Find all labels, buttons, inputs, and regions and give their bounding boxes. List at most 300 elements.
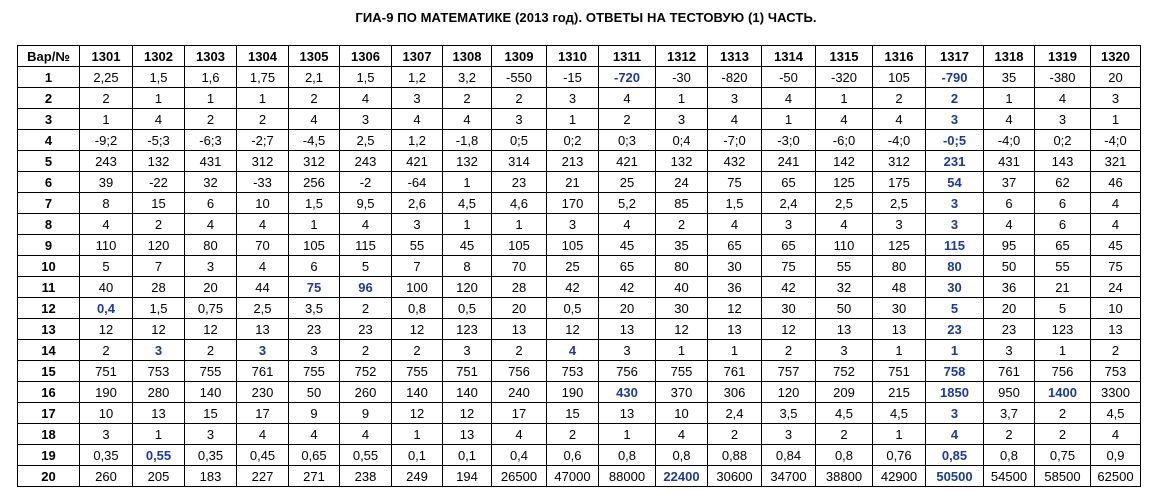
answer-cell: 28 <box>492 277 547 298</box>
answer-cell: 1 <box>816 88 873 109</box>
answer-cell: 761 <box>984 361 1035 382</box>
answer-cell: 65 <box>599 256 656 277</box>
answer-cell: 2 <box>237 109 289 130</box>
answer-cell: 752 <box>340 361 392 382</box>
task-number: 4 <box>18 130 80 151</box>
answer-cell: 4 <box>80 214 133 235</box>
answer-cell: 260 <box>340 382 392 403</box>
answer-cell: -720 <box>599 67 656 88</box>
answer-cell: 132 <box>133 151 185 172</box>
answer-cell: 2,5 <box>340 130 392 151</box>
answer-cell: 37 <box>984 172 1035 193</box>
answer-cell: 40 <box>80 277 133 298</box>
answer-cell: 2,5 <box>816 193 873 214</box>
answer-cell: 0,4 <box>492 445 547 466</box>
answer-cell: 2 <box>392 340 443 361</box>
variant-header: 1309 <box>492 46 547 67</box>
answer-cell: 142 <box>816 151 873 172</box>
answer-cell: 1,5 <box>708 193 762 214</box>
answer-cell: 2 <box>80 340 133 361</box>
table-row <box>18 445 1141 466</box>
answer-cell: 115 <box>340 235 392 256</box>
answer-cell: 9 <box>340 403 392 424</box>
answer-cell: 2 <box>984 424 1035 445</box>
answer-cell: 105 <box>492 235 547 256</box>
answer-cell: -50 <box>762 67 816 88</box>
answer-cell: 10 <box>656 403 708 424</box>
answer-cell: 54 <box>926 172 984 193</box>
answer-cell: 1 <box>708 340 762 361</box>
answer-cell: 3 <box>237 340 289 361</box>
answer-cell: 80 <box>873 256 926 277</box>
variant-header: 1318 <box>984 46 1035 67</box>
answer-cell: 28 <box>133 277 185 298</box>
answer-cell: -64 <box>392 172 443 193</box>
answer-cell: 2 <box>599 109 656 130</box>
task-number: 19 <box>18 445 80 466</box>
answer-cell: 42 <box>762 277 816 298</box>
answer-cell: 3,5 <box>289 298 340 319</box>
task-number: 9 <box>18 235 80 256</box>
answer-cell: 1 <box>873 424 926 445</box>
answer-cell: 4 <box>392 109 443 130</box>
answer-cell: 4 <box>926 424 984 445</box>
answer-cell: 0,5 <box>443 298 492 319</box>
answer-cell: 23 <box>984 319 1035 340</box>
answer-cell: 100 <box>392 277 443 298</box>
answer-cell: 312 <box>237 151 289 172</box>
variant-header: 1301 <box>80 46 133 67</box>
answer-cell: 1 <box>443 214 492 235</box>
answer-cell: 25 <box>547 256 599 277</box>
answer-cell: 421 <box>599 151 656 172</box>
answer-cell: 1,5 <box>340 67 392 88</box>
answer-cell: 4 <box>1091 424 1141 445</box>
answer-cell: 0,8 <box>392 298 443 319</box>
answer-cell: 13 <box>1091 319 1141 340</box>
answer-cell: 20 <box>185 277 237 298</box>
answer-cell: 205 <box>133 466 185 487</box>
answer-cell: 2 <box>340 340 392 361</box>
answer-cell: 5,2 <box>599 193 656 214</box>
answer-cell: 80 <box>185 235 237 256</box>
answer-cell: 2 <box>185 109 237 130</box>
answer-cell: 1,2 <box>392 67 443 88</box>
answer-cell: 1,5 <box>133 298 185 319</box>
answer-cell: 241 <box>762 151 816 172</box>
answer-cell: 4 <box>984 214 1035 235</box>
answer-cell: 1,75 <box>237 67 289 88</box>
answer-cell: 3 <box>392 88 443 109</box>
task-number: 8 <box>18 214 80 235</box>
answer-cell: 85 <box>656 193 708 214</box>
table-row <box>18 67 1141 88</box>
answer-cell: 1 <box>392 424 443 445</box>
answer-cell: 751 <box>443 361 492 382</box>
answer-cell: 1,2 <box>392 130 443 151</box>
answer-cell: 1 <box>984 88 1035 109</box>
answer-cell: 1 <box>926 340 984 361</box>
answer-cell: 757 <box>762 361 816 382</box>
answer-cell: 2 <box>708 424 762 445</box>
answer-cell: 55 <box>392 235 443 256</box>
answer-cell: 120 <box>133 235 185 256</box>
answer-cell: 30 <box>926 277 984 298</box>
answer-cell: 4 <box>237 424 289 445</box>
answer-cell: 209 <box>816 382 873 403</box>
task-number: 6 <box>18 172 80 193</box>
task-number: 2 <box>18 88 80 109</box>
answer-cell: -33 <box>237 172 289 193</box>
answer-cell: 1 <box>289 214 340 235</box>
answer-cell: 15 <box>185 403 237 424</box>
answer-cell: 17 <box>237 403 289 424</box>
answer-cell: 752 <box>816 361 873 382</box>
answer-cell: 34700 <box>762 466 816 487</box>
answer-cell: 120 <box>443 277 492 298</box>
answer-cell: 280 <box>133 382 185 403</box>
answer-cell: 3,2 <box>443 67 492 88</box>
answer-cell: 30 <box>762 298 816 319</box>
answer-cell: 20 <box>599 298 656 319</box>
variant-header: 1313 <box>708 46 762 67</box>
answer-cell: 4 <box>492 424 547 445</box>
answer-cell: 306 <box>708 382 762 403</box>
answer-cell: 12 <box>656 319 708 340</box>
answer-cell: 4 <box>133 109 185 130</box>
task-number: 3 <box>18 109 80 130</box>
answer-cell: 2 <box>656 214 708 235</box>
task-number: 20 <box>18 466 80 487</box>
answer-cell: 2,6 <box>392 193 443 214</box>
answer-cell: 12 <box>392 403 443 424</box>
answer-cell: 213 <box>547 151 599 172</box>
answer-cell: 115 <box>926 235 984 256</box>
answer-cell: 4 <box>708 109 762 130</box>
table-row <box>18 340 1141 361</box>
answer-cell: 42900 <box>873 466 926 487</box>
answer-cell: 21 <box>1035 277 1091 298</box>
answer-cell: 432 <box>708 151 762 172</box>
answer-cell: 42 <box>599 277 656 298</box>
answer-cell: 7 <box>392 256 443 277</box>
answer-cell: 0,55 <box>340 445 392 466</box>
answer-cell: 0,8 <box>656 445 708 466</box>
answer-cell: -15 <box>547 67 599 88</box>
answer-cell: 1400 <box>1035 382 1091 403</box>
answer-cell: 95 <box>984 235 1035 256</box>
answer-cell: 25 <box>599 172 656 193</box>
answer-cell: 55 <box>1035 256 1091 277</box>
variant-header: 1302 <box>133 46 185 67</box>
answer-cell: 45 <box>443 235 492 256</box>
answer-cell: 256 <box>289 172 340 193</box>
answer-cell: 4 <box>1035 88 1091 109</box>
answer-cell: 249 <box>392 466 443 487</box>
answer-cell: 2 <box>443 88 492 109</box>
answer-cell: 4 <box>816 109 873 130</box>
answer-cell: 0;2 <box>547 130 599 151</box>
answer-cell: -790 <box>926 67 984 88</box>
answer-cell: 761 <box>237 361 289 382</box>
task-number: 7 <box>18 193 80 214</box>
answer-cell: 0,45 <box>237 445 289 466</box>
answer-cell: 13 <box>133 403 185 424</box>
answer-cell: 13 <box>443 424 492 445</box>
answer-cell: 2 <box>492 88 547 109</box>
answer-cell: 140 <box>443 382 492 403</box>
variant-header: 1312 <box>656 46 708 67</box>
answer-cell: -30 <box>656 67 708 88</box>
answer-cell: 44 <box>237 277 289 298</box>
answer-cell: 0,85 <box>926 445 984 466</box>
answer-cell: 0,35 <box>185 445 237 466</box>
answer-cell: 751 <box>873 361 926 382</box>
answer-cell: 13 <box>708 319 762 340</box>
answer-cell: 0,55 <box>133 445 185 466</box>
answer-cell: 3 <box>984 340 1035 361</box>
answer-cell: 312 <box>289 151 340 172</box>
answer-cell: 2 <box>1035 424 1091 445</box>
answer-cell: 1 <box>1091 109 1141 130</box>
answer-cell: 751 <box>80 361 133 382</box>
task-number: 11 <box>18 277 80 298</box>
answer-cell: 4 <box>185 214 237 235</box>
table-row <box>18 319 1141 340</box>
answer-cell: 46 <box>1091 172 1141 193</box>
answer-cell: 120 <box>762 382 816 403</box>
answer-cell: 756 <box>492 361 547 382</box>
table-row <box>18 109 1141 130</box>
answer-cell: 3 <box>816 340 873 361</box>
answer-cell: 9 <box>289 403 340 424</box>
answer-cell: 0,1 <box>443 445 492 466</box>
answer-cell: 2 <box>873 88 926 109</box>
answer-cell: 1,6 <box>185 67 237 88</box>
table-body <box>18 67 1141 487</box>
task-number: 10 <box>18 256 80 277</box>
answer-cell: 4 <box>599 88 656 109</box>
answer-cell: 0,4 <box>80 298 133 319</box>
answer-cell: 3 <box>656 109 708 130</box>
answer-cell: 4 <box>873 109 926 130</box>
answer-cell: -5;3 <box>133 130 185 151</box>
answer-cell: 12 <box>762 319 816 340</box>
table-row <box>18 235 1141 256</box>
answer-cell: 6 <box>1035 214 1091 235</box>
answer-cell: 20 <box>492 298 547 319</box>
answer-cell: 2,1 <box>289 67 340 88</box>
answer-cell: 1 <box>762 109 816 130</box>
answer-cell: 0,88 <box>708 445 762 466</box>
answer-cell: 110 <box>80 235 133 256</box>
answer-cell: 65 <box>708 235 762 256</box>
answer-cell: 70 <box>237 235 289 256</box>
answer-cell: 132 <box>443 151 492 172</box>
answer-cell: -820 <box>708 67 762 88</box>
answer-cell: 0,75 <box>185 298 237 319</box>
answer-cell: 17 <box>492 403 547 424</box>
answer-cell: 2 <box>926 88 984 109</box>
answer-cell: 1 <box>80 109 133 130</box>
table-row <box>18 361 1141 382</box>
answer-cell: 132 <box>656 151 708 172</box>
page-title: ГИА-9 ПО МАТЕМАТИКЕ (2013 год). ОТВЕТЫ НА ТЕСТОВУЮ (1) ЧАСТЬ. <box>355 10 817 25</box>
answer-cell: 15 <box>547 403 599 424</box>
answer-cell: 2,5 <box>237 298 289 319</box>
answer-cell: 3 <box>340 109 392 130</box>
answer-cell: 3 <box>1091 88 1141 109</box>
answer-cell: 1 <box>599 424 656 445</box>
answer-cell: 230 <box>237 382 289 403</box>
answer-cell: 0;5 <box>492 130 547 151</box>
answer-cell: 243 <box>340 151 392 172</box>
answer-cell: 1850 <box>926 382 984 403</box>
answer-cell: 950 <box>984 382 1035 403</box>
answer-cell: 215 <box>873 382 926 403</box>
variant-header: 1319 <box>1035 46 1091 67</box>
answer-cell: 6 <box>185 193 237 214</box>
answer-cell: -4,5 <box>289 130 340 151</box>
answer-cell: 260 <box>80 466 133 487</box>
answer-cell: 140 <box>392 382 443 403</box>
answer-cell: 3 <box>443 340 492 361</box>
answer-cell: 430 <box>599 382 656 403</box>
variant-header: 1304 <box>237 46 289 67</box>
answer-cell: 58500 <box>1035 466 1091 487</box>
answer-cell: 4 <box>1091 193 1141 214</box>
answer-cell: 24 <box>1091 277 1141 298</box>
answer-cell: 0,76 <box>873 445 926 466</box>
answer-cell: 4,6 <box>492 193 547 214</box>
answer-cell: 12 <box>443 403 492 424</box>
table-row <box>18 277 1141 298</box>
answer-cell: -9;2 <box>80 130 133 151</box>
answer-cell: -550 <box>492 67 547 88</box>
table-row <box>18 403 1141 424</box>
answer-cell: 3 <box>926 193 984 214</box>
answer-cell: 3 <box>762 214 816 235</box>
answer-cell: 0,8 <box>816 445 873 466</box>
answer-cell: 62 <box>1035 172 1091 193</box>
variant-header: 1320 <box>1091 46 1141 67</box>
answer-cell: 105 <box>289 235 340 256</box>
answer-cell: 4 <box>340 88 392 109</box>
answer-cell: 13 <box>816 319 873 340</box>
answer-cell: 3 <box>926 403 984 424</box>
answer-cell: 4 <box>289 109 340 130</box>
answer-cell: 42 <box>547 277 599 298</box>
answer-cell: 2,4 <box>762 193 816 214</box>
answer-cell: 3 <box>708 88 762 109</box>
answer-cell: 7 <box>133 256 185 277</box>
answer-cell: 755 <box>656 361 708 382</box>
answer-cell: 30 <box>656 298 708 319</box>
answer-cell: 13 <box>237 319 289 340</box>
answer-cell: 32 <box>185 172 237 193</box>
answer-cell: 194 <box>443 466 492 487</box>
answer-cell: 75 <box>708 172 762 193</box>
answer-cell: 32 <box>816 277 873 298</box>
answer-cell: 12 <box>547 319 599 340</box>
answer-cell: -3;0 <box>762 130 816 151</box>
answer-cell: 231 <box>926 151 984 172</box>
answer-cell: 12 <box>185 319 237 340</box>
answer-cell: 755 <box>289 361 340 382</box>
answer-cell: 1 <box>656 340 708 361</box>
answer-cell: 370 <box>656 382 708 403</box>
answer-cell: 190 <box>80 382 133 403</box>
answer-cell: 1 <box>547 109 599 130</box>
table-row <box>18 424 1141 445</box>
answer-cell: 753 <box>133 361 185 382</box>
answer-cell: 314 <box>492 151 547 172</box>
answer-cell: 10 <box>80 403 133 424</box>
answer-cell: 65 <box>1035 235 1091 256</box>
answer-cell: 5 <box>340 256 392 277</box>
answer-cell: 105 <box>547 235 599 256</box>
answer-cell: 758 <box>926 361 984 382</box>
answer-cell: 12 <box>708 298 762 319</box>
answer-cell: -2;7 <box>237 130 289 151</box>
answer-cell: 3 <box>1035 109 1091 130</box>
answer-cell: 421 <box>392 151 443 172</box>
answer-cell: 13 <box>492 319 547 340</box>
answer-cell: 0;4 <box>656 130 708 151</box>
answer-cell: 3 <box>492 109 547 130</box>
answer-cell: 35 <box>984 67 1035 88</box>
answer-cell: 38800 <box>816 466 873 487</box>
answer-cell: 35 <box>656 235 708 256</box>
answer-cell: -0;5 <box>926 130 984 151</box>
task-number: 13 <box>18 319 80 340</box>
answer-cell: 4 <box>237 214 289 235</box>
answer-cell: 4 <box>599 214 656 235</box>
answer-cell: 48 <box>873 277 926 298</box>
answer-cell: 175 <box>873 172 926 193</box>
variant-header: 1308 <box>443 46 492 67</box>
table-row <box>18 130 1141 151</box>
answer-cell: 1 <box>133 88 185 109</box>
answer-cell: 2 <box>492 340 547 361</box>
answer-cell: 756 <box>1035 361 1091 382</box>
answer-cell: -380 <box>1035 67 1091 88</box>
answer-cell: 238 <box>340 466 392 487</box>
variant-header: 1316 <box>873 46 926 67</box>
answer-cell: 54500 <box>984 466 1035 487</box>
answer-cell: 2 <box>816 424 873 445</box>
answer-cell: 243 <box>80 151 133 172</box>
answer-cell: 70 <box>492 256 547 277</box>
variant-header: 1315 <box>816 46 873 67</box>
answer-cell: 3 <box>185 256 237 277</box>
answer-cell: 23 <box>289 319 340 340</box>
answer-cell: 0,8 <box>599 445 656 466</box>
answer-cell: 36 <box>708 277 762 298</box>
answer-cell: 105 <box>873 67 926 88</box>
answer-cell: -1,8 <box>443 130 492 151</box>
answer-cell: 0,65 <box>289 445 340 466</box>
answer-cell: 45 <box>599 235 656 256</box>
answer-cell: 123 <box>443 319 492 340</box>
answer-cell: 0,1 <box>392 445 443 466</box>
table-row <box>18 256 1141 277</box>
table-row <box>18 214 1141 235</box>
answer-cell: 2 <box>547 424 599 445</box>
answer-cell: 123 <box>1035 319 1091 340</box>
answer-cell: 170 <box>547 193 599 214</box>
answer-cell: 23 <box>340 319 392 340</box>
